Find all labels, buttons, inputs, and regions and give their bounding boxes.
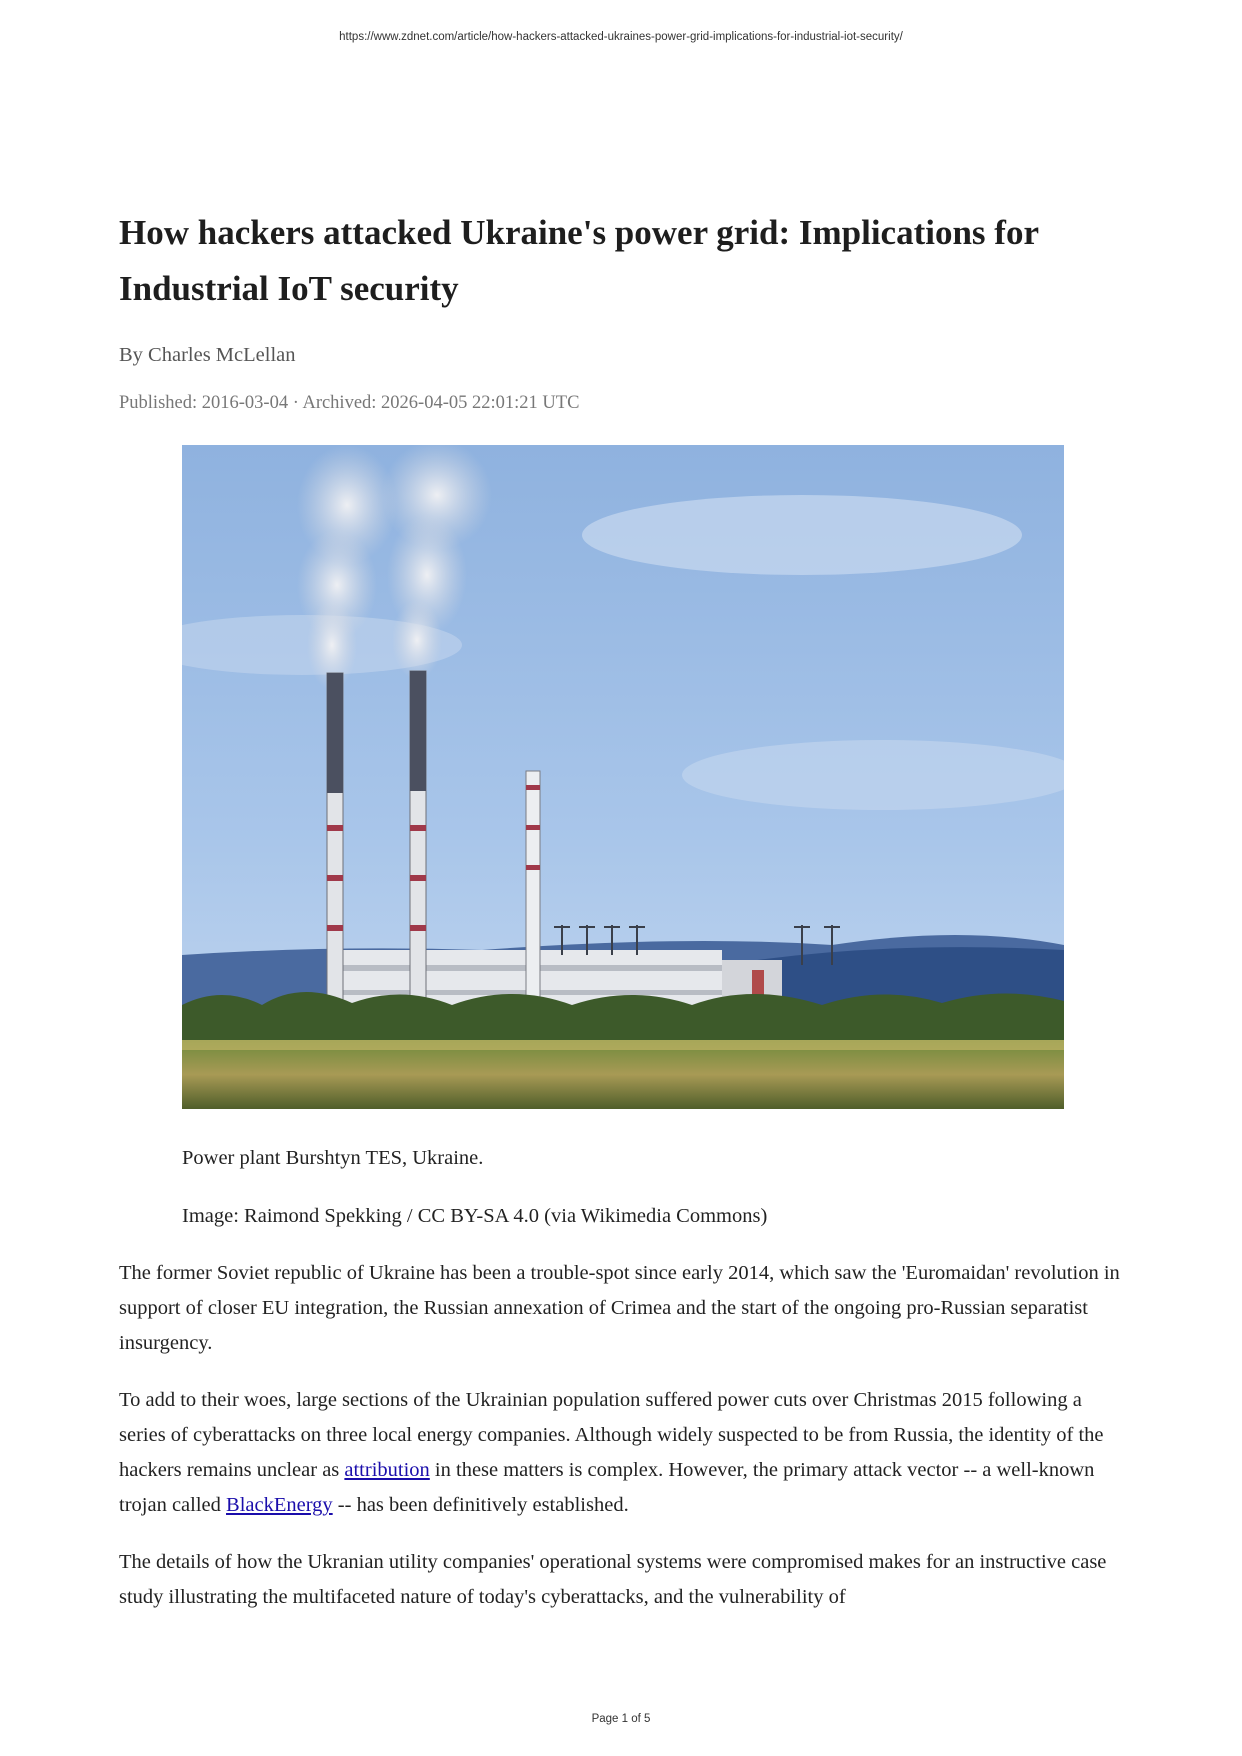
paragraph-2 (119, 1383, 1129, 1523)
paragraph-2-text-b: in these matters is complex. However, the primary attack vector -- a well-known trojan called (119, 1459, 1095, 1516)
hero-figure (182, 445, 1064, 1230)
power-plant-photo (182, 445, 1064, 1109)
page-number: Page 1 of 5 (591, 1713, 651, 1725)
blackenergy-link[interactable]: BlackEnergy (226, 1494, 333, 1516)
article-header (119, 205, 1119, 416)
article-meta: Published: 2016-03-04 · Archived: 2026-04-05 22:01:21 UTC (119, 393, 580, 413)
article-title: How hackers attacked Ukraine's power grid: Implications for Industrial IoT security (119, 213, 1039, 308)
article-byline: By Charles McLellan (119, 344, 296, 366)
paragraph-2-text-c: -- has been definitively established. (332, 1494, 629, 1516)
article-body (119, 1256, 1129, 1637)
paragraph-2-text-a: To add to their woes, large sections of the Ukrainian population suffered power cuts over Christmas 2015 following a series of cyberattacks on three local energy companies. Although widely suspected to be from Russia, the identity of the hackers remains unclear as (119, 1389, 1104, 1481)
figure-caption: Power plant Burshtyn TES, Ukraine. (182, 1147, 484, 1169)
figure-credit: Image: Raimond Spekking / CC BY-SA 4.0 (via Wikimedia Commons) (182, 1205, 768, 1227)
source-url: https://www.zdnet.com/article/how-hackers-attacked-ukraines-power-grid-implications-for-industrial-iot-security/ (339, 31, 903, 43)
attribution-link[interactable]: attribution (344, 1459, 430, 1481)
paragraph-3: The details of how the Ukranian utility companies' operational systems were compromised makes for an instructive case study illustrating the multifaceted nature of today's cyberattacks, and the vulnerability of (119, 1551, 1107, 1608)
paragraph-1: The former Soviet republic of Ukraine has been a trouble-spot since early 2014, which saw the 'Euromaidan' revolution in support of closer EU integration, the Russian annexation of Crimea and the start of the ongoing pro-Russian separatist insurgency. (119, 1262, 1120, 1354)
